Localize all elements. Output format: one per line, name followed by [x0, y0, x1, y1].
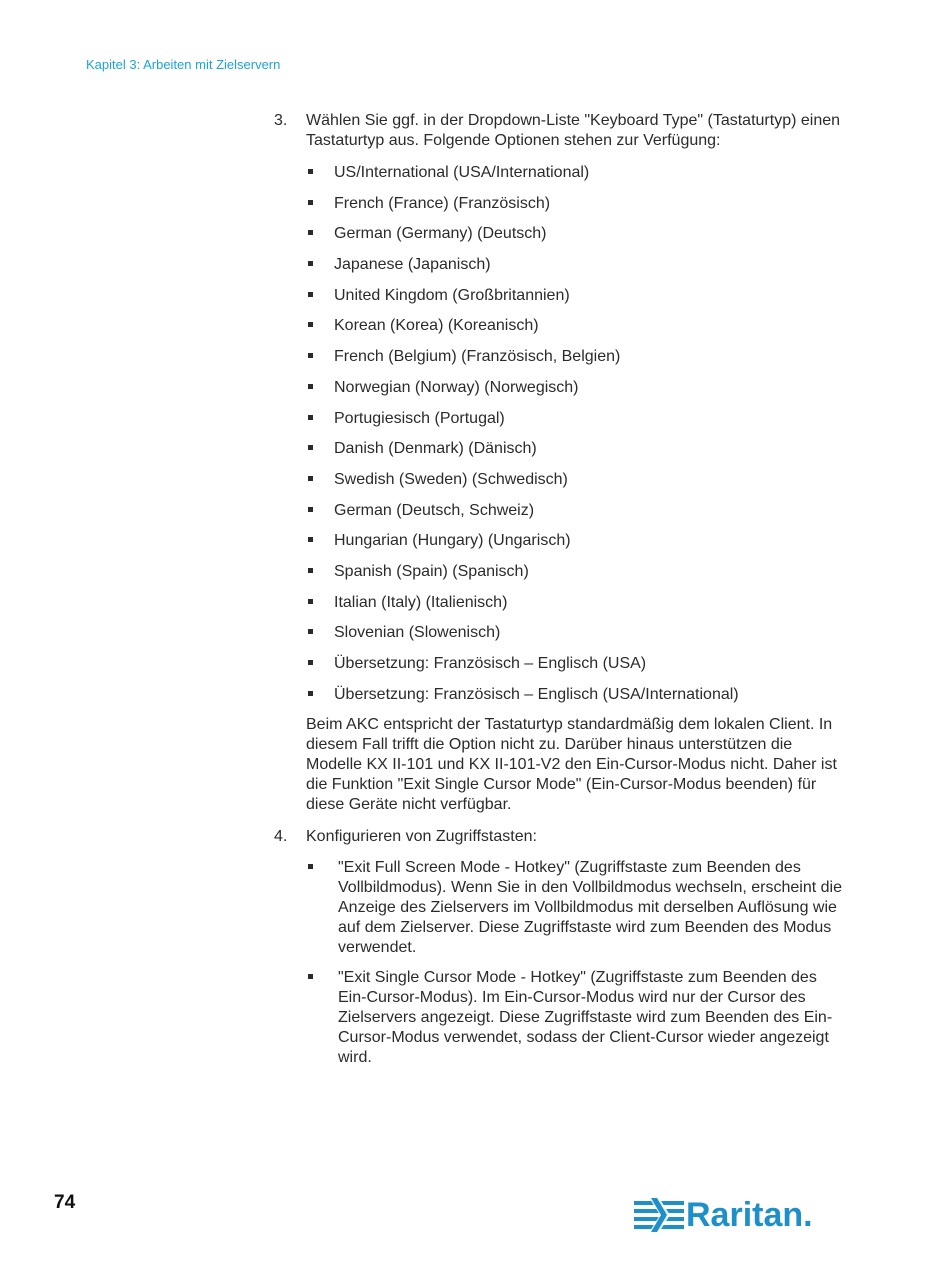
bullet-icon — [308, 200, 313, 205]
bullet-icon — [308, 415, 313, 420]
keyboard-type-options — [306, 163, 846, 705]
step-3-intro: Wählen Sie ggf. in der Dropdown-Liste "Keyboard Type" (Tastaturtyp) einen Tastaturtyp aus. Folgende Optionen stehen zur Verfügung: — [306, 112, 841, 149]
bullet-icon — [308, 864, 313, 869]
list-item — [306, 968, 846, 1068]
option-label: German (Deutsch, Schweiz) — [334, 501, 535, 519]
bullet-icon — [308, 599, 313, 604]
bullet-icon — [308, 568, 313, 573]
logo-text: Raritan. — [686, 1196, 813, 1234]
list-item — [306, 316, 846, 336]
option-label: Italian (Italy) (Italienisch) — [334, 593, 508, 611]
option-label: German (Germany) (Deutsch) — [334, 225, 547, 243]
option-label: French (France) (Französisch) — [334, 194, 551, 212]
list-item — [306, 378, 846, 398]
list-item — [306, 654, 846, 674]
bullet-icon — [308, 261, 313, 266]
bullet-icon — [308, 322, 313, 327]
option-label: Übersetzung: Französisch – Englisch (USA/International) — [334, 685, 739, 703]
list-item — [306, 685, 846, 705]
list-item — [306, 409, 846, 429]
bullet-icon — [308, 660, 313, 665]
bullet-icon — [308, 384, 313, 389]
list-item — [306, 501, 846, 521]
list-item — [306, 194, 846, 214]
list-item — [306, 163, 846, 183]
option-label: Spanish (Spain) (Spanisch) — [334, 562, 529, 580]
option-label: French (Belgium) (Französisch, Belgien) — [334, 348, 621, 366]
option-label: Norwegian (Norway) (Norwegisch) — [334, 378, 579, 396]
step-4-intro: Konfigurieren von Zugriffstasten: — [306, 828, 537, 846]
option-label: Japanese (Japanisch) — [334, 256, 491, 274]
bullet-icon — [308, 691, 313, 696]
step-3 — [274, 111, 846, 815]
bullet-icon — [308, 974, 313, 979]
list-item — [306, 470, 846, 490]
list-item — [306, 531, 846, 551]
option-label: Übersetzung: Französisch – Englisch (USA) — [334, 655, 647, 672]
raritan-logo-icon — [634, 1196, 684, 1234]
raritan-logo — [634, 1192, 820, 1234]
option-label: US/International (USA/International) — [334, 164, 590, 181]
list-item — [306, 347, 846, 367]
bullet-icon — [308, 537, 313, 542]
list-item — [306, 562, 846, 582]
option-label: Portugiesisch (Portugal) — [334, 409, 505, 427]
list-item — [306, 439, 846, 459]
page-number: 74 — [54, 1192, 76, 1213]
bullet-icon — [308, 507, 313, 512]
bullet-icon — [308, 476, 313, 481]
step-number: 3. — [274, 112, 288, 129]
option-label: Danish (Denmark) (Dänisch) — [334, 440, 537, 458]
hotkey-description: "Exit Single Cursor Mode - Hotkey" (Zugriffstaste zum Beenden des Ein-Cursor-Modus). Im Ein-Cursor-Modus wird nur der Cursor des Zielservers angezeigt. Diese Zugriffstaste wird zum Beenden des Ein-Cursor-Modus verwendet, sodass der Client-Cursor wieder angezeigt wird. — [338, 969, 833, 1067]
bullet-icon — [308, 230, 313, 235]
step-3-note: Beim AKC entspricht der Tastaturtyp standardmäßig dem lokalen Client. In diesem Fall trifft die Option nicht zu. Darüber hinaus unterstützen die Modelle KX II-101 und KX II-101-V2 den Ein-Cursor-Modus nicht. Daher ist die Funktion "Exit Single Cursor Mode" (Ein-Cursor-Modus beenden) für diese Geräte nicht verfügbar. — [306, 716, 837, 814]
bullet-icon — [308, 629, 313, 634]
list-item — [306, 593, 846, 613]
option-label: Korean (Korea) (Koreanisch) — [334, 317, 539, 335]
bullet-icon — [308, 353, 313, 358]
list-item — [306, 858, 846, 958]
page-content — [274, 111, 846, 1078]
chapter-header: Kapitel 3: Arbeiten mit Zielservern — [86, 57, 281, 72]
option-label: Hungarian (Hungary) (Ungarisch) — [334, 532, 571, 550]
option-label: Swedish (Sweden) (Schwedisch) — [334, 470, 568, 488]
step-4 — [274, 827, 846, 1078]
hotkey-description: "Exit Full Screen Mode - Hotkey" (Zugriffstaste zum Beenden des Vollbildmodus). Wenn Sie in den Vollbildmodus wechseln, erscheint die Anzeige des Zielservers im Vollbildmodus mit derselben Auflösung wie auf dem Zielserver. Diese Zugriffstaste wird zum Beenden des Modus verwendet. — [338, 859, 842, 957]
option-label: United Kingdom (Großbritannien) — [334, 286, 570, 304]
bullet-icon — [308, 292, 313, 297]
bullet-icon — [308, 169, 313, 174]
step-number: 4. — [274, 828, 288, 846]
list-item — [306, 224, 846, 244]
option-label: Slovenian (Slowenisch) — [334, 624, 501, 642]
list-item — [306, 623, 846, 643]
hotkey-list — [306, 858, 846, 1068]
list-item — [306, 255, 846, 275]
list-item — [306, 286, 846, 306]
bullet-icon — [308, 445, 313, 450]
